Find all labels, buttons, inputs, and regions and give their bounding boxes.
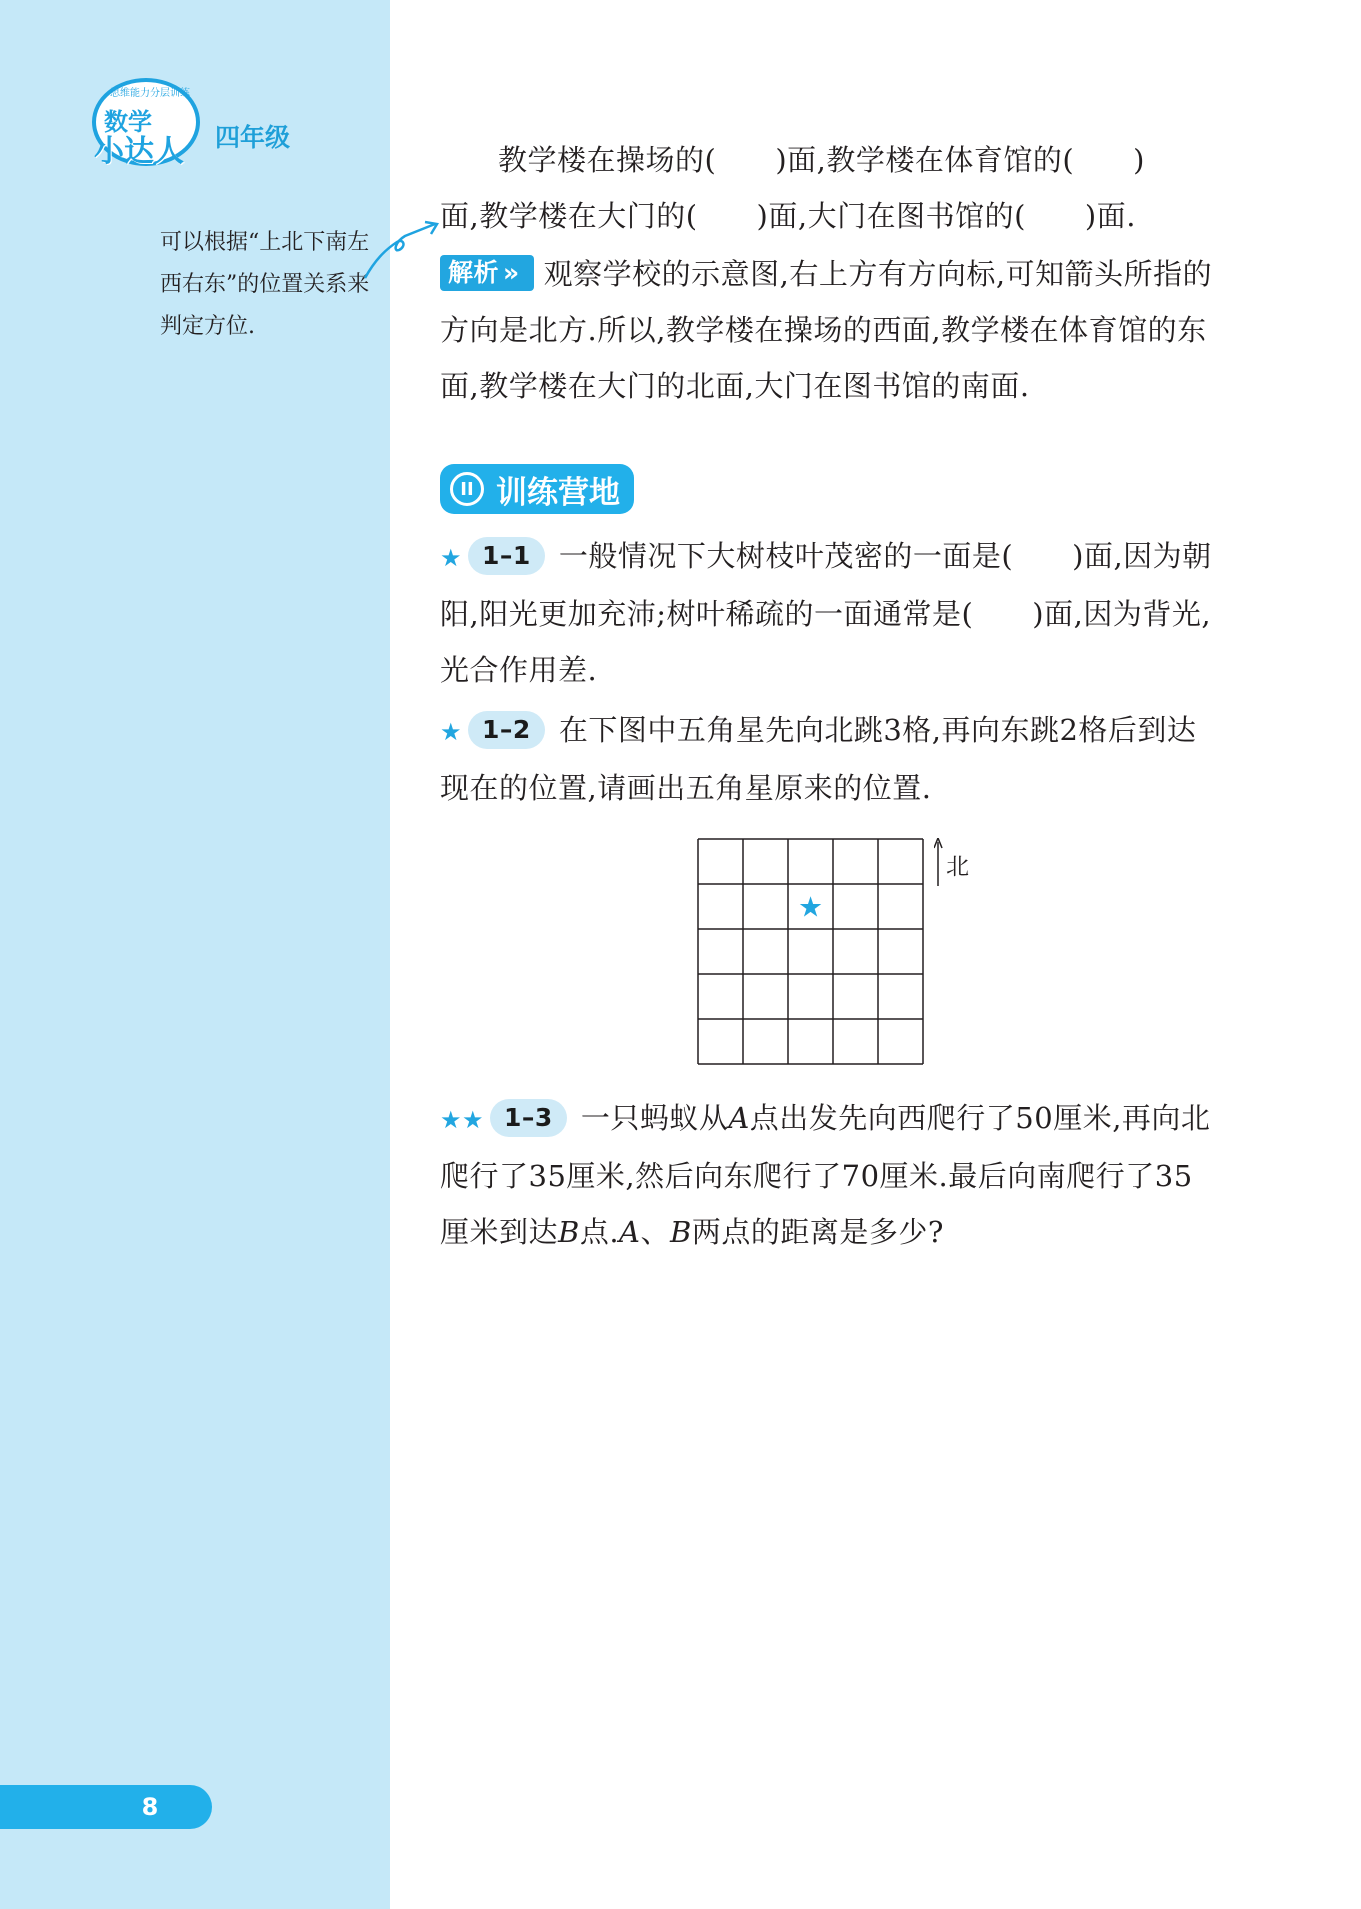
- point-a-label: A: [728, 1101, 750, 1135]
- question-1-3: [440, 1090, 1220, 1260]
- question-text: 一般情况下大树枝叶茂密的一面是( )面,因为朝阳,阳光更加充沛;树叶稀疏的一面通常是( )面,因为背光,光合作用差.: [440, 539, 1212, 687]
- question-number: 1–2: [468, 711, 545, 749]
- logo-title: 数学: [104, 108, 152, 136]
- brand-logo: [92, 78, 202, 170]
- question-1-2: [440, 702, 1220, 816]
- question-text: 在下图中五角星先向北跳3格,再向东跳2格后到达现在的位置,请画出五角星原来的位置.: [440, 713, 1197, 805]
- star-marker-icon: ★: [797, 890, 824, 924]
- question-number: 1–3: [490, 1099, 567, 1137]
- grade-label: 四年级: [215, 123, 291, 152]
- enum-comma: 、: [640, 1215, 671, 1249]
- page-number: 8: [141, 1793, 159, 1821]
- analysis-paragraph: [440, 246, 1220, 414]
- question-text-a: 一只蚂蚁从: [580, 1101, 729, 1135]
- sidebar: [0, 0, 390, 1909]
- analysis-badge: 解析 »: [440, 255, 534, 291]
- intro-line-2: 面,教学楼在大门的( )面,大门在图书馆的( )面.: [440, 199, 1136, 233]
- answer-grid[interactable]: [697, 838, 927, 1068]
- section-header: [440, 464, 634, 514]
- question-1-1: [440, 528, 1220, 698]
- logo-subtitle: 思维能力分层训练: [110, 88, 190, 99]
- page-number-tab: [0, 1785, 212, 1829]
- question-text-c: 点.: [579, 1215, 620, 1249]
- difficulty-star-icon: ★★: [440, 1106, 485, 1134]
- north-arrow-icon: [934, 838, 944, 886]
- question-number: 1–1: [468, 537, 545, 575]
- north-label: 北: [946, 854, 969, 880]
- roman-two-icon: II: [450, 472, 484, 506]
- pointer-arrow-icon: [355, 220, 445, 280]
- margin-tip: 可以根据“上北下南左西右东”的位置关系来判定方位.: [160, 230, 370, 339]
- difficulty-star-icon: ★: [440, 544, 463, 572]
- question-text-b: 点出发先向西爬行了50厘米,再向北爬行了35厘米,然后向东爬行了70厘米.最后向南爬行了35厘米到达: [440, 1101, 1211, 1249]
- north-indicator: [934, 838, 994, 888]
- analysis-text: 观察学校的示意图,右上方有方向标,可知箭头所指的方向是北方.所以,教学楼在操场的西面,教学楼在体育馆的东面,教学楼在大门的北面,大门在图书馆的南面.: [440, 257, 1213, 403]
- point-a-label-2: A: [619, 1215, 641, 1249]
- intro-line-1: 教学楼在操场的( )面,教学楼在体育馆的( ): [498, 143, 1145, 177]
- point-b-label: B: [558, 1215, 580, 1249]
- section-title: 训练营地: [496, 474, 620, 511]
- logo-title-2: 小达人: [94, 134, 184, 169]
- difficulty-star-icon: ★: [440, 718, 463, 746]
- point-b-label-2: B: [670, 1215, 692, 1249]
- question-text-d: 两点的距离是多少?: [691, 1215, 944, 1249]
